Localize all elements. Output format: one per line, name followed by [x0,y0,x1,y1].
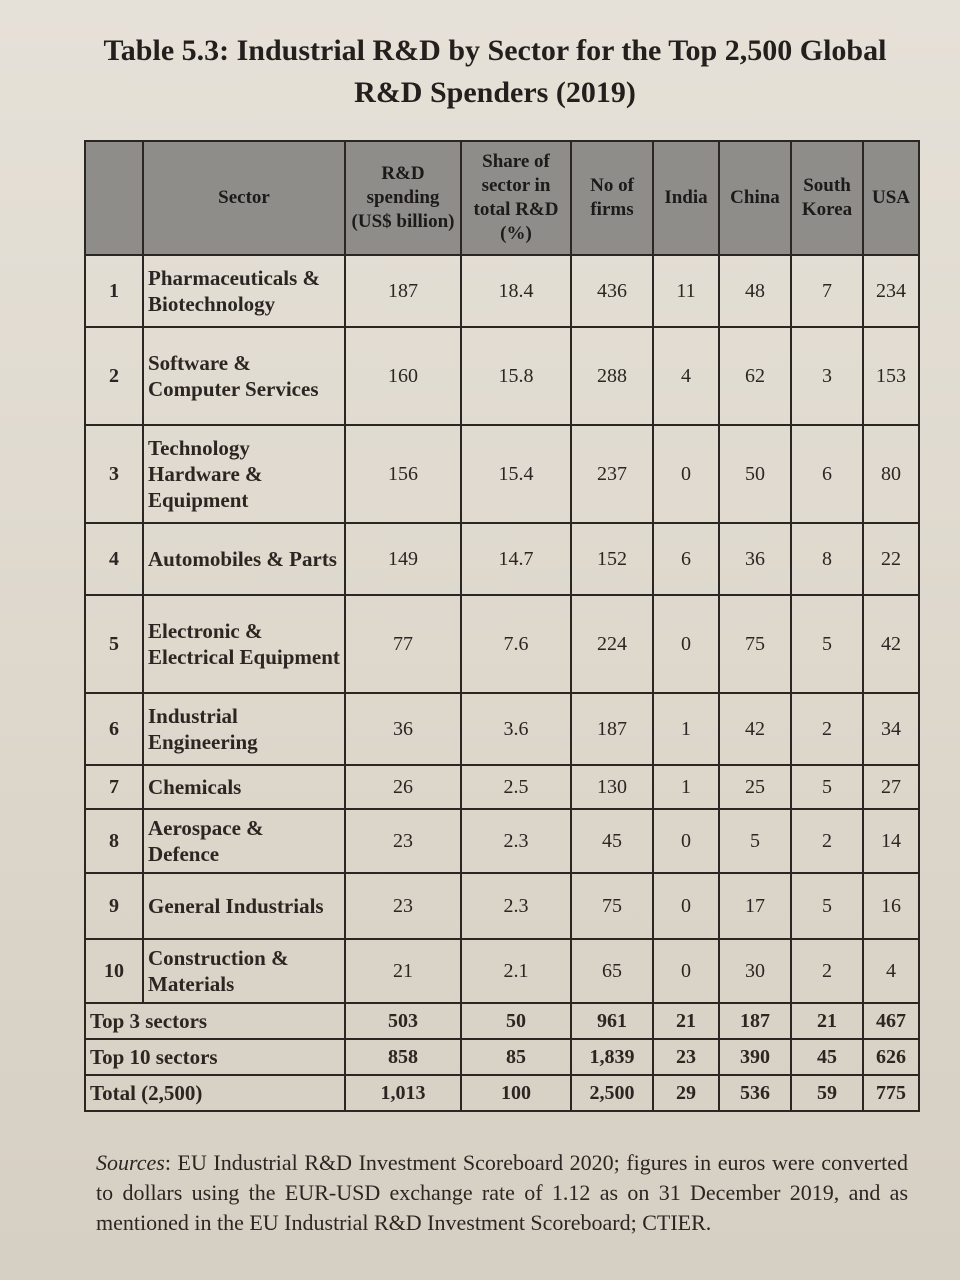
row-number: 5 [85,595,143,693]
rd-cell: 160 [345,327,461,425]
rd-cell: 187 [345,255,461,327]
summary-rd-cell: 1,013 [345,1075,461,1111]
usa-cell: 34 [863,693,919,765]
header-share: Share of sector in total R&D (%) [461,141,571,255]
row-number: 1 [85,255,143,327]
table-row [85,255,919,327]
usa-cell: 4 [863,939,919,1003]
firms-cell: 65 [571,939,653,1003]
table-row [85,693,919,765]
usa-cell: 27 [863,765,919,809]
usa-cell: 42 [863,595,919,693]
share-cell: 2.1 [461,939,571,1003]
sector-cell: Software & Computer Services [143,327,345,425]
table-row [85,523,919,595]
summary-korea-cell: 59 [791,1075,863,1111]
korea-cell: 5 [791,595,863,693]
header-rd-spending: R&D spending (US$ billion) [345,141,461,255]
china-cell: 50 [719,425,791,523]
firms-cell: 237 [571,425,653,523]
china-cell: 30 [719,939,791,1003]
firms-cell: 75 [571,873,653,939]
rd-cell: 21 [345,939,461,1003]
firms-cell: 45 [571,809,653,873]
korea-cell: 6 [791,425,863,523]
share-cell: 2.5 [461,765,571,809]
rd-cell: 149 [345,523,461,595]
korea-cell: 8 [791,523,863,595]
summary-firms-cell: 2,500 [571,1075,653,1111]
korea-cell: 2 [791,939,863,1003]
header-index [85,141,143,255]
korea-cell: 2 [791,693,863,765]
summary-rd-cell: 858 [345,1039,461,1075]
rd-cell: 23 [345,809,461,873]
header-usa: USA [863,141,919,255]
rd-cell: 36 [345,693,461,765]
row-number: 8 [85,809,143,873]
rd-sector-table [84,140,920,1112]
summary-label: Top 10 sectors [85,1039,345,1075]
table-row [85,425,919,523]
korea-cell: 2 [791,809,863,873]
usa-cell: 234 [863,255,919,327]
india-cell: 4 [653,327,719,425]
usa-cell: 153 [863,327,919,425]
table-row [85,873,919,939]
header-china: China [719,141,791,255]
korea-cell: 7 [791,255,863,327]
sector-cell: General Industrials [143,873,345,939]
china-cell: 17 [719,873,791,939]
table-row [85,939,919,1003]
korea-cell: 5 [791,765,863,809]
china-cell: 36 [719,523,791,595]
summary-china-cell: 536 [719,1075,791,1111]
rd-cell: 77 [345,595,461,693]
table-row [85,327,919,425]
india-cell: 1 [653,693,719,765]
table-title-line-1: Table 5.3: Industrial R&D by Sector for the Top 2,500 Global [103,34,887,67]
summary-row [85,1039,919,1075]
table-row [85,595,919,693]
sector-cell: Technology Hardware & Equipment [143,425,345,523]
firms-cell: 288 [571,327,653,425]
share-cell: 18.4 [461,255,571,327]
row-number: 4 [85,523,143,595]
table-title [70,30,920,114]
india-cell: 11 [653,255,719,327]
header-firms: No of firms [571,141,653,255]
sector-cell: Automobiles & Parts [143,523,345,595]
sources-text: : EU Industrial R&D Investment Scoreboard 2020; figures in euros were converted to dollars using the EUR-USD exchange rate of 1.12 as on 31 December 2019, and as mentioned in the EU Industrial R&D Investment Scoreboard; CTIER. [96,1150,908,1235]
usa-cell: 16 [863,873,919,939]
share-cell: 14.7 [461,523,571,595]
summary-china-cell: 187 [719,1003,791,1039]
summary-share-cell: 85 [461,1039,571,1075]
india-cell: 0 [653,939,719,1003]
summary-share-cell: 50 [461,1003,571,1039]
korea-cell: 5 [791,873,863,939]
summary-firms-cell: 961 [571,1003,653,1039]
firms-cell: 187 [571,693,653,765]
summary-usa-cell: 467 [863,1003,919,1039]
summary-china-cell: 390 [719,1039,791,1075]
header-india: India [653,141,719,255]
row-number: 3 [85,425,143,523]
summary-firms-cell: 1,839 [571,1039,653,1075]
firms-cell: 130 [571,765,653,809]
table-row [85,809,919,873]
share-cell: 2.3 [461,873,571,939]
firms-cell: 436 [571,255,653,327]
india-cell: 1 [653,765,719,809]
table-row [85,765,919,809]
summary-usa-cell: 626 [863,1039,919,1075]
rd-cell: 156 [345,425,461,523]
summary-korea-cell: 45 [791,1039,863,1075]
row-number: 6 [85,693,143,765]
usa-cell: 14 [863,809,919,873]
row-number: 7 [85,765,143,809]
sources-label: Sources [96,1150,165,1175]
sector-cell: Chemicals [143,765,345,809]
china-cell: 42 [719,693,791,765]
firms-cell: 224 [571,595,653,693]
header-row [85,141,919,255]
sector-cell: Construction & Materials [143,939,345,1003]
summary-label: Top 3 sectors [85,1003,345,1039]
india-cell: 0 [653,873,719,939]
share-cell: 15.4 [461,425,571,523]
summary-row [85,1075,919,1111]
rd-cell: 26 [345,765,461,809]
india-cell: 0 [653,595,719,693]
share-cell: 7.6 [461,595,571,693]
rd-cell: 23 [345,873,461,939]
firms-cell: 152 [571,523,653,595]
row-number: 10 [85,939,143,1003]
share-cell: 15.8 [461,327,571,425]
india-cell: 6 [653,523,719,595]
sources-note [96,1148,908,1238]
korea-cell: 3 [791,327,863,425]
china-cell: 75 [719,595,791,693]
summary-india-cell: 21 [653,1003,719,1039]
summary-india-cell: 29 [653,1075,719,1111]
china-cell: 48 [719,255,791,327]
summary-label: Total (2,500) [85,1075,345,1111]
summary-row [85,1003,919,1039]
summary-usa-cell: 775 [863,1075,919,1111]
row-number: 2 [85,327,143,425]
china-cell: 25 [719,765,791,809]
summary-india-cell: 23 [653,1039,719,1075]
summary-korea-cell: 21 [791,1003,863,1039]
sector-cell: Electronic & Electrical Equipment [143,595,345,693]
header-south-korea: South Korea [791,141,863,255]
summary-share-cell: 100 [461,1075,571,1111]
row-number: 9 [85,873,143,939]
india-cell: 0 [653,425,719,523]
table-title-line-2: R&D Spenders (2019) [354,76,636,109]
usa-cell: 80 [863,425,919,523]
summary-rd-cell: 503 [345,1003,461,1039]
india-cell: 0 [653,809,719,873]
sector-cell: Aerospace & Defence [143,809,345,873]
share-cell: 3.6 [461,693,571,765]
share-cell: 2.3 [461,809,571,873]
sector-cell: Industrial Engineering [143,693,345,765]
sector-cell: Pharmaceuticals & Biotechnology [143,255,345,327]
china-cell: 62 [719,327,791,425]
usa-cell: 22 [863,523,919,595]
table-body [85,255,919,1111]
china-cell: 5 [719,809,791,873]
header-sector: Sector [143,141,345,255]
